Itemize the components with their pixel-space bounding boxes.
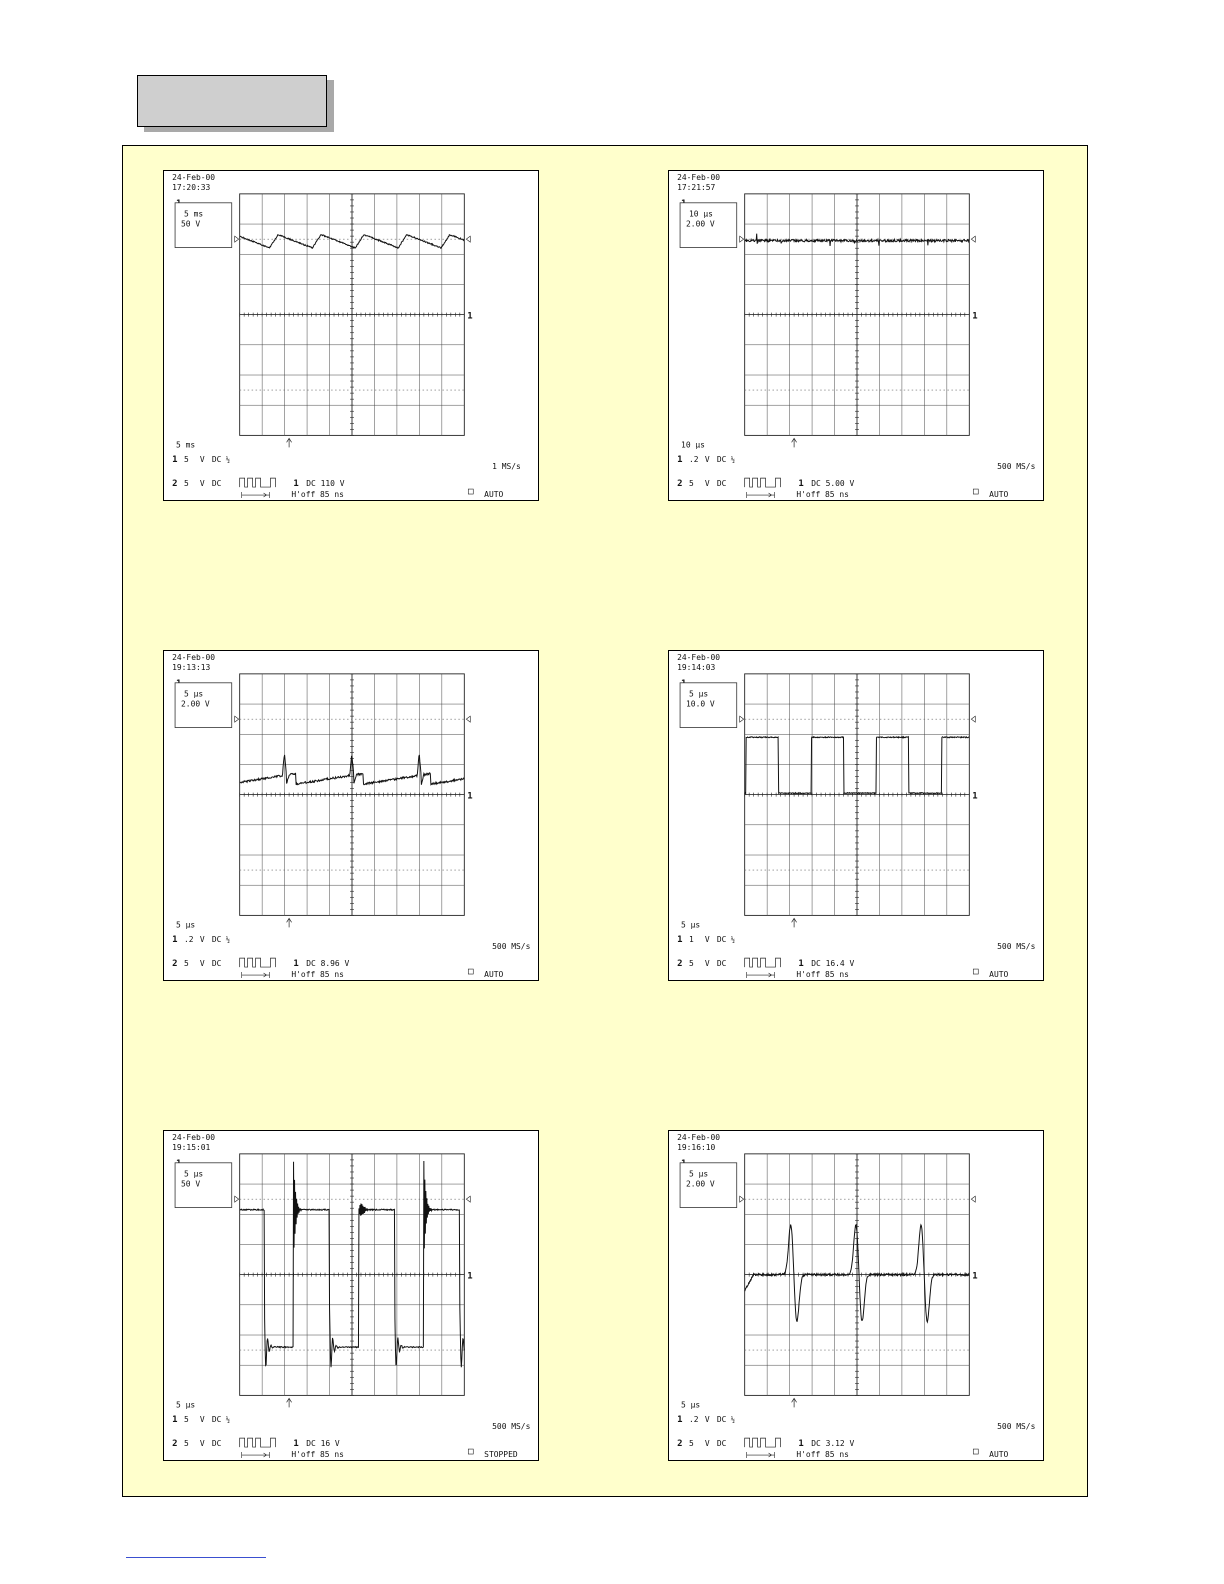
trigger-position-arrow-icon [792,438,797,447]
channel-ground-marker: 1 [972,1271,978,1282]
trigger-pulse-icon [240,958,276,967]
holdoff-range-icon [747,1452,775,1458]
trigger-mode-box-icon [468,1449,473,1454]
trigger-position-arrow-icon [287,1398,292,1407]
scope-display [164,1131,538,1460]
scope-time: 19:13:13 [172,662,211,672]
trigger-level-right-icon [971,236,975,242]
ch1-number: 1 [677,455,683,466]
ch2-scale: 5 [184,479,189,489]
settings-timebase: 5 μs [184,689,204,699]
scope-display [164,171,538,500]
ch1-number: 1 [677,1415,683,1426]
holdoff-range-icon [747,492,775,498]
settings-timebase: 5 μs [689,1169,709,1179]
trigger-mode-box-icon [973,1449,978,1454]
scope-date: 24-Feb-00 [172,172,216,182]
ch1-scale: .2 [184,935,194,945]
ch2-coupling: DC [211,1439,222,1449]
trigger-source: 1 [798,479,804,490]
holdoff-value: H'off 85 ns [796,490,849,500]
settings-volts: 2.00 V [181,699,210,709]
ch2-unit: V [199,1439,205,1449]
ch1-scale: .2 [689,455,699,465]
ch1-bandwidth: ½ [730,456,735,465]
oscilloscope-screenshot-6 [668,1130,1044,1461]
settings-volts: 50 V [181,219,201,229]
ch2-coupling: DC [211,479,222,489]
scope-time: 17:21:57 [677,182,716,192]
trigger-level: DC 3.12 V [811,1439,855,1449]
channel-ground-marker: 1 [467,791,473,802]
trigger-mode: AUTO [989,970,1009,980]
trigger-level-left-icon [235,1196,239,1202]
sample-rate: 500 MS/s [997,942,1036,952]
trigger-level: DC 5.00 V [811,479,855,489]
ch1-unit: V [199,1415,205,1425]
holdoff-range-icon [747,972,775,978]
ch1-number: 1 [677,935,683,946]
scope-date: 24-Feb-00 [172,1132,216,1142]
scope-time: 19:15:01 [172,1142,211,1152]
trigger-position-arrow-icon [287,918,292,927]
settings-volts: 2.00 V [686,219,715,229]
trigger-position-arrow-icon [792,1398,797,1407]
trigger-source: 1 [293,479,299,490]
ch1-coupling: DC [716,1415,727,1425]
ch1-coupling: DC [716,935,727,945]
trigger-level-right-icon [466,1196,470,1202]
trigger-source: 1 [798,1439,804,1450]
trigger-level-left-icon [740,236,744,242]
ch1-number: 1 [172,1415,178,1426]
trigger-position-arrow-icon [287,438,292,447]
ch2-scale: 5 [689,1439,694,1449]
ch1-unit: V [704,935,710,945]
scope-date: 24-Feb-00 [677,1132,721,1142]
ch1-bandwidth: ½ [730,1416,735,1425]
bottom-timebase: 5 μs [681,920,701,930]
channel-ground-marker: 1 [467,311,473,322]
ch1-coupling: DC [211,935,222,945]
ch2-scale: 5 [689,959,694,969]
oscilloscope-screenshot-5 [163,1130,539,1461]
trigger-level-left-icon [235,716,239,722]
bottom-timebase: 5 μs [681,1400,701,1410]
channel-ground-marker: 1 [972,791,978,802]
ch2-number: 2 [677,479,683,490]
trigger-pulse-icon [745,958,781,967]
ch1-unit: V [199,455,205,465]
settings-timebase: 5 μs [689,689,709,699]
oscilloscope-screenshot-2 [668,170,1044,501]
trigger-mode-box-icon [468,969,473,974]
ch2-unit: V [704,479,710,489]
trigger-level-right-icon [971,716,975,722]
trigger-mode: AUTO [989,490,1009,500]
ch1-coupling: DC [211,1415,222,1425]
trigger-pulse-icon [745,1438,781,1447]
bottom-timebase: 5 μs [176,1400,196,1410]
trigger-level-left-icon [740,1196,744,1202]
trigger-level-right-icon [971,1196,975,1202]
ch1-scale: 5 [184,1415,189,1425]
ch1-coupling: DC [211,455,222,465]
holdoff-value: H'off 85 ns [291,970,344,980]
holdoff-range-icon [242,1452,270,1458]
ch1-coupling: DC [716,455,727,465]
ch2-coupling: DC [211,959,222,969]
ch1-number: 1 [172,935,178,946]
sample-rate: 500 MS/s [997,462,1036,472]
channel-ground-marker: 1 [972,311,978,322]
trigger-level: DC 16 V [306,1439,340,1449]
scope-date: 24-Feb-00 [677,172,721,182]
trigger-level: DC 16.4 V [811,959,855,969]
scope-display [669,1131,1043,1460]
trigger-mode-box-icon [973,489,978,494]
trigger-level: DC 8.96 V [306,959,350,969]
sample-rate: 1 MS/s [492,462,521,472]
ch2-coupling: DC [716,479,727,489]
ch2-coupling: DC [716,1439,727,1449]
bottom-timebase: 5 ms [176,440,196,450]
holdoff-value: H'off 85 ns [291,490,344,500]
trigger-source: 1 [798,959,804,970]
trigger-level-right-icon [466,716,470,722]
settings-timebase: 5 ms [184,209,204,219]
sample-rate: 500 MS/s [492,1422,531,1432]
ch2-number: 2 [677,959,683,970]
trigger-level: DC 110 V [306,479,345,489]
oscilloscope-screenshot-4 [668,650,1044,981]
trigger-mode-box-icon [973,969,978,974]
ch2-unit: V [199,479,205,489]
trigger-pulse-icon [240,478,276,487]
trigger-mode: AUTO [989,1450,1009,1460]
trigger-pulse-icon [745,478,781,487]
trigger-mode: STOPPED [484,1450,518,1460]
scope-display [669,651,1043,980]
holdoff-value: H'off 85 ns [796,1450,849,1460]
holdoff-range-icon [242,972,270,978]
settings-volts: 50 V [181,1179,201,1189]
ch1-scale: 5 [184,455,189,465]
scope-time: 17:20:33 [172,182,211,192]
ch2-unit: V [704,1439,710,1449]
scope-display [164,651,538,980]
footer-link-underline [126,1557,266,1558]
ch1-number: 1 [172,455,178,466]
trigger-source: 1 [293,959,299,970]
section-title-box [137,75,327,127]
scope-date: 24-Feb-00 [172,652,216,662]
scope-date: 24-Feb-00 [677,652,721,662]
channel-ground-marker: 1 [467,1271,473,1282]
ch1-scale: .2 [689,1415,699,1425]
ch2-number: 2 [677,1439,683,1450]
bottom-timebase: 5 μs [176,920,196,930]
sample-rate: 500 MS/s [492,942,531,952]
trigger-mode-box-icon [468,489,473,494]
ch1-scale: 1 [689,935,694,945]
ch1-unit: V [199,935,205,945]
holdoff-range-icon [242,492,270,498]
trigger-level-left-icon [235,236,239,242]
ch1-bandwidth: ½ [225,456,230,465]
ch1-bandwidth: ½ [730,936,735,945]
sample-rate: 500 MS/s [997,1422,1036,1432]
settings-timebase: 5 μs [184,1169,204,1179]
trigger-mode: AUTO [484,490,504,500]
bottom-timebase: 10 μs [681,440,705,450]
ch2-number: 2 [172,479,178,490]
ch2-scale: 5 [184,1439,189,1449]
ch2-unit: V [704,959,710,969]
ch2-number: 2 [172,1439,178,1450]
ch2-coupling: DC [716,959,727,969]
scope-time: 19:16:10 [677,1142,716,1152]
ch2-scale: 5 [184,959,189,969]
ch2-scale: 5 [689,479,694,489]
holdoff-value: H'off 85 ns [796,970,849,980]
trigger-level-right-icon [466,236,470,242]
scope-time: 19:14:03 [677,662,716,672]
scope-display [669,171,1043,500]
oscilloscope-screenshot-1 [163,170,539,501]
trigger-pulse-icon [240,1438,276,1447]
trigger-position-arrow-icon [792,918,797,927]
ch1-bandwidth: ½ [225,936,230,945]
ch2-unit: V [199,959,205,969]
trigger-mode: AUTO [484,970,504,980]
settings-volts: 2.00 V [686,1179,715,1189]
settings-volts: 10.0 V [686,699,715,709]
trigger-level-left-icon [740,716,744,722]
ch2-number: 2 [172,959,178,970]
ch1-bandwidth: ½ [225,1416,230,1425]
trigger-source: 1 [293,1439,299,1450]
settings-timebase: 10 μs [689,209,713,219]
ch1-unit: V [704,455,710,465]
holdoff-value: H'off 85 ns [291,1450,344,1460]
ch1-unit: V [704,1415,710,1425]
oscilloscope-screenshot-3 [163,650,539,981]
